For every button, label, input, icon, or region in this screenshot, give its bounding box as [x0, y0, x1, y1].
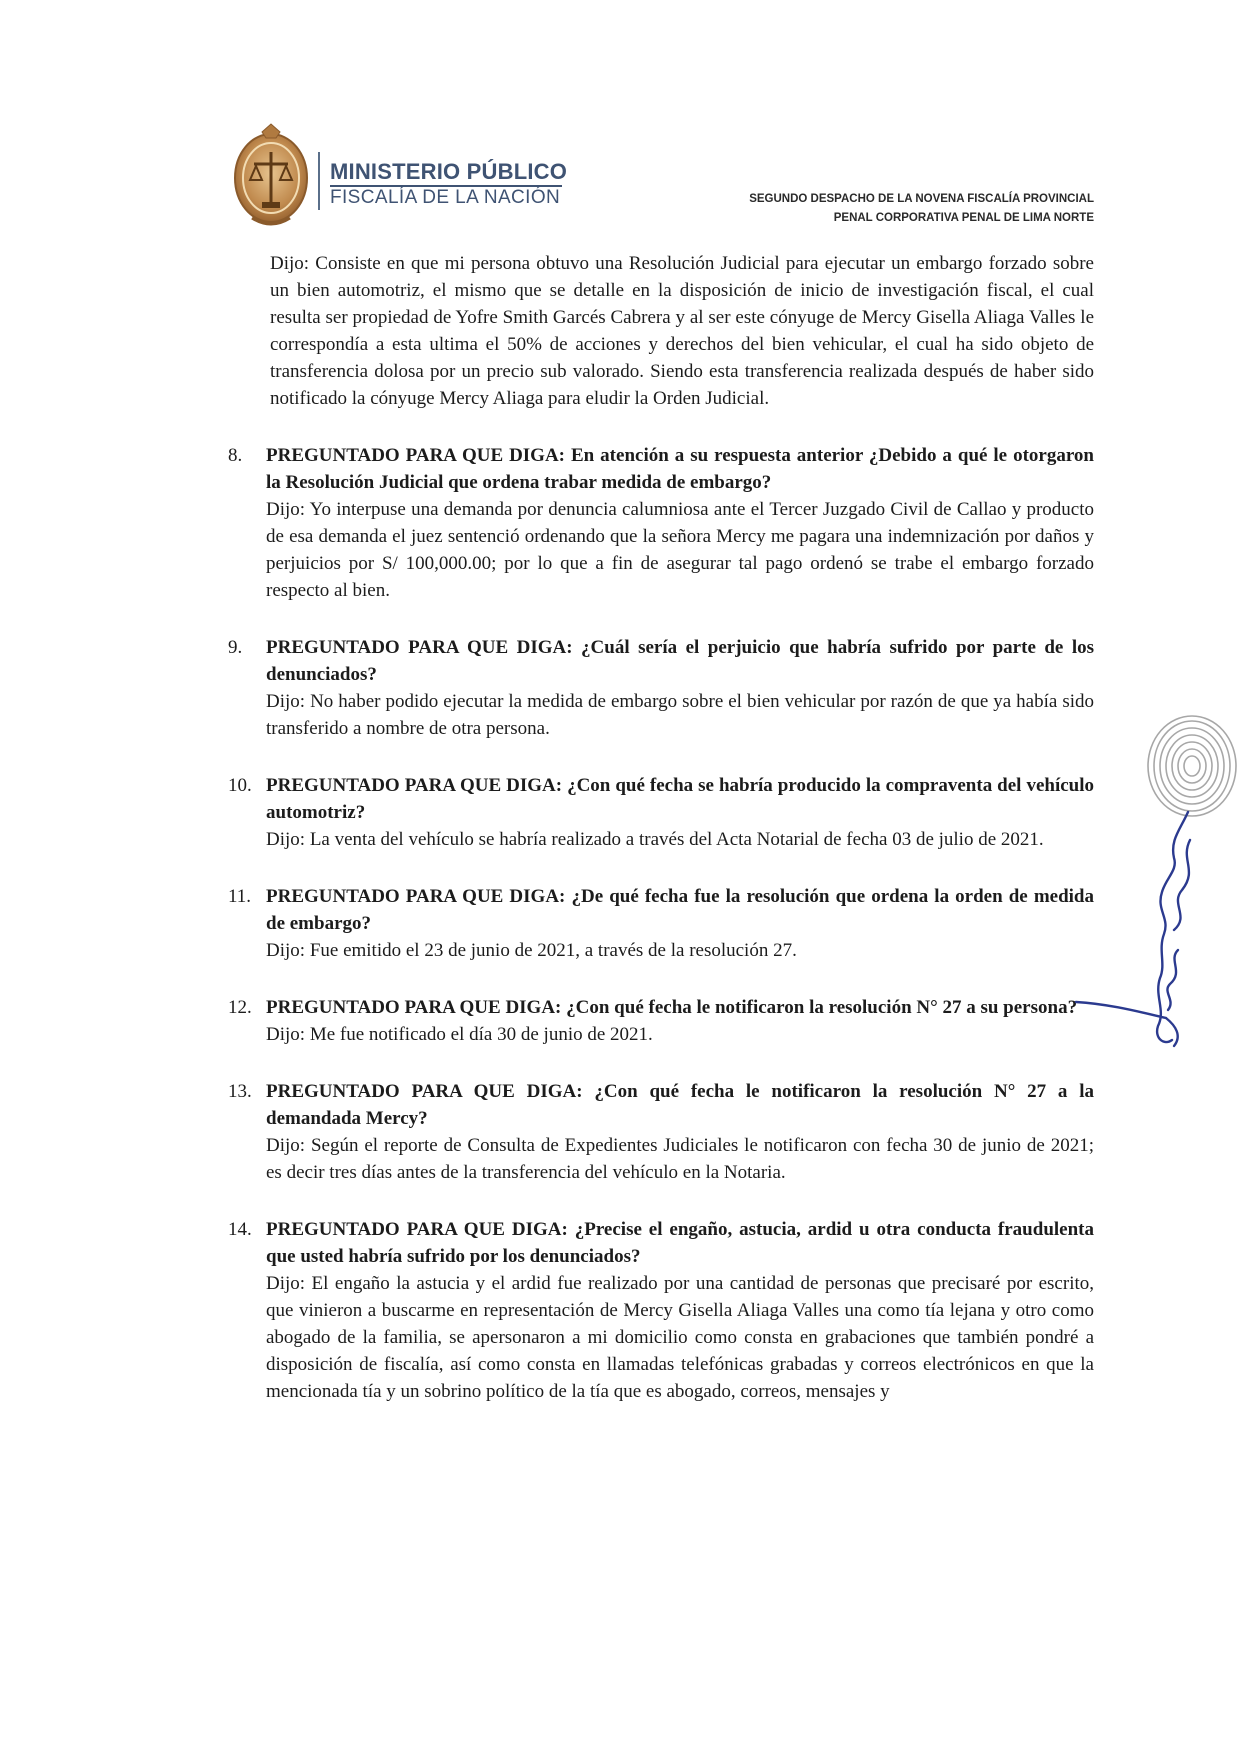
answer-line	[266, 688, 1094, 742]
question-lead: PREGUNTADO PARA QUE DIGA:	[266, 886, 566, 907]
question-line	[266, 994, 1094, 1021]
question-item	[228, 883, 1094, 964]
question-body	[266, 1078, 1094, 1186]
coat-of-arms-seal-icon	[232, 122, 310, 230]
question-item	[228, 994, 1094, 1048]
answer-text: No haber podido ejecutar la medida de embargo sobre el bien vehicular por razón de que ya había sido transferido a nombre de otra persona.	[266, 691, 1095, 739]
question-body	[266, 883, 1094, 964]
question-line	[266, 442, 1094, 496]
question-text: ¿De qué fecha fue la resolución que ordena la orden de medida de embargo?	[266, 886, 1094, 934]
dijo-label: Dijo:	[266, 940, 306, 961]
question-item	[228, 1078, 1094, 1186]
question-body	[266, 772, 1094, 853]
question-text: ¿Cuál sería el perjuicio que habría sufrido por parte de los denunciados?	[266, 637, 1094, 685]
dijo-label: Dijo:	[266, 1135, 306, 1156]
answer-text: Yo interpuse una demanda por denuncia calumniosa ante el Tercer Juzgado Civil de Callao y producto de esa demanda el juez sentenció ordenando que la señora Mercy me pagara una indemnización por daños y perjuicios por S/ 100,000.00; por lo que a fin de asegurar tal pago ordenó se trabe el embargo forzado respecto al bien.	[266, 499, 1095, 601]
question-lead: PREGUNTADO PARA QUE DIGA:	[266, 637, 573, 658]
question-number: 11.	[228, 886, 252, 907]
answer-line	[266, 496, 1094, 604]
question-line	[266, 883, 1094, 937]
office-name	[749, 190, 1094, 228]
answer-text: Consiste en que mi persona obtuvo una Resolución Judicial para ejecutar un embargo forzado sobre un bien automotriz, el mismo que se detalle en la disposición de inicio de investigación fiscal, el cual resulta ser propiedad de Yofre Smith Garcés Cabrera y al ser este cónyuge de Mercy Gisella Aliaga Valles le correspondía a esta ultima el 50% de acciones y derechos del bien vehicular, el cual ha sido objeto de transferencia dolosa por un precio sub valorado. Siendo esta transferencia realizada después de haber sido notificado la cónyuge Mercy Aliaga para eludir la Orden Judicial.	[270, 253, 1094, 409]
ministry-logo-text	[330, 160, 590, 208]
office-line-1: SEGUNDO DESPACHO DE LA NOVENA FISCALÍA PROVINCIAL	[749, 193, 1094, 205]
question-line	[266, 634, 1094, 688]
question-number: 8.	[228, 445, 243, 466]
question-number: 13.	[228, 1081, 252, 1102]
document-body	[228, 250, 1094, 1405]
dijo-label: Dijo:	[266, 1024, 306, 1045]
question-number: 9.	[228, 637, 243, 658]
handwritten-signature-icon	[1070, 800, 1220, 1060]
question-lead: PREGUNTADO PARA QUE DIGA:	[266, 1081, 583, 1102]
question-lead: PREGUNTADO PARA QUE DIGA:	[266, 997, 562, 1018]
question-body	[266, 1216, 1094, 1405]
question-text: ¿Con qué fecha le notificaron la resolución N° 27 a su persona?	[566, 997, 1078, 1018]
intro-answer	[270, 250, 1094, 412]
question-text: ¿Precise el engaño, astucia, ardid u otra conducta fraudulenta que usted habría sufrido por los denunciados?	[266, 1219, 1094, 1267]
question-text: En atención a su respuesta anterior ¿Debido a qué le otorgaron la Resolución Judicial que ordena trabar medida de embargo?	[266, 445, 1094, 493]
question-line	[266, 772, 1094, 826]
question-body	[266, 442, 1094, 604]
question-lead: PREGUNTADO PARA QUE DIGA:	[266, 775, 563, 796]
question-lead: PREGUNTADO PARA QUE DIGA:	[266, 1219, 568, 1240]
answer-line	[266, 826, 1094, 853]
answer-text: El engaño la astucia y el ardid fue realizado por una cantidad de personas que precisaré por escrito, que vinieron a buscarme en representación de Mercy Gisella Aliaga Valles una como tía lejana y otro como abogado de la familia, se apersonaron a mi domicilio como consta en grabaciones que también pondré a disposición de fiscalía, así como consta en llamadas telefónicas grabadas y correos electrónicos en que la mencionada tía y un sobrino político de la tía que es abogado, correos, mensajes y	[266, 1273, 1095, 1402]
ministry-subtitle: FISCALÍA DE LA NACIÓN	[330, 187, 561, 208]
answer-line	[266, 1021, 1094, 1048]
question-line	[266, 1078, 1094, 1132]
question-item	[228, 772, 1094, 853]
answer-text: Me fue notificado el día 30 de junio de 2021.	[309, 1024, 653, 1045]
dijo-label: Dijo:	[270, 253, 310, 274]
dijo-label: Dijo:	[266, 691, 306, 712]
answer-line	[266, 1132, 1094, 1186]
office-line-2: PENAL CORPORATIVA PENAL DE LIMA NORTE	[833, 212, 1094, 224]
question-item	[228, 634, 1094, 742]
dijo-label: Dijo:	[266, 1273, 306, 1294]
question-text: ¿Con qué fecha se habría producido la compraventa del vehículo automotriz?	[266, 775, 1094, 823]
question-line	[266, 1216, 1094, 1270]
question-lead: PREGUNTADO PARA QUE DIGA:	[266, 445, 566, 466]
answer-text: Según el reporte de Consulta de Expedientes Judiciales le notificaron con fecha 30 de junio de 2021; es decir tres días antes de la transferencia del vehículo en la Notaria.	[266, 1135, 1095, 1183]
answer-line	[266, 1270, 1094, 1405]
question-number: 14.	[228, 1219, 252, 1240]
question-body	[266, 634, 1094, 742]
ministry-name: MINISTERIO PÚBLICO	[330, 159, 568, 184]
question-text: ¿Con qué fecha le notificaron la resolución N° 27 a la demandada Mercy?	[266, 1081, 1094, 1129]
dijo-label: Dijo:	[266, 829, 306, 850]
question-item	[228, 1216, 1094, 1405]
question-number: 12.	[228, 997, 252, 1018]
question-number: 10.	[228, 775, 252, 796]
question-body	[266, 994, 1094, 1048]
header-divider	[318, 152, 320, 210]
answer-text: Fue emitido el 23 de junio de 2021, a través de la resolución 27.	[309, 940, 797, 961]
dijo-label: Dijo:	[266, 499, 306, 520]
answer-text: La venta del vehículo se habría realizado a través del Acta Notarial de fecha 03 de julio de 2021.	[309, 829, 1044, 850]
answer-line	[266, 937, 1094, 964]
question-item	[228, 442, 1094, 604]
